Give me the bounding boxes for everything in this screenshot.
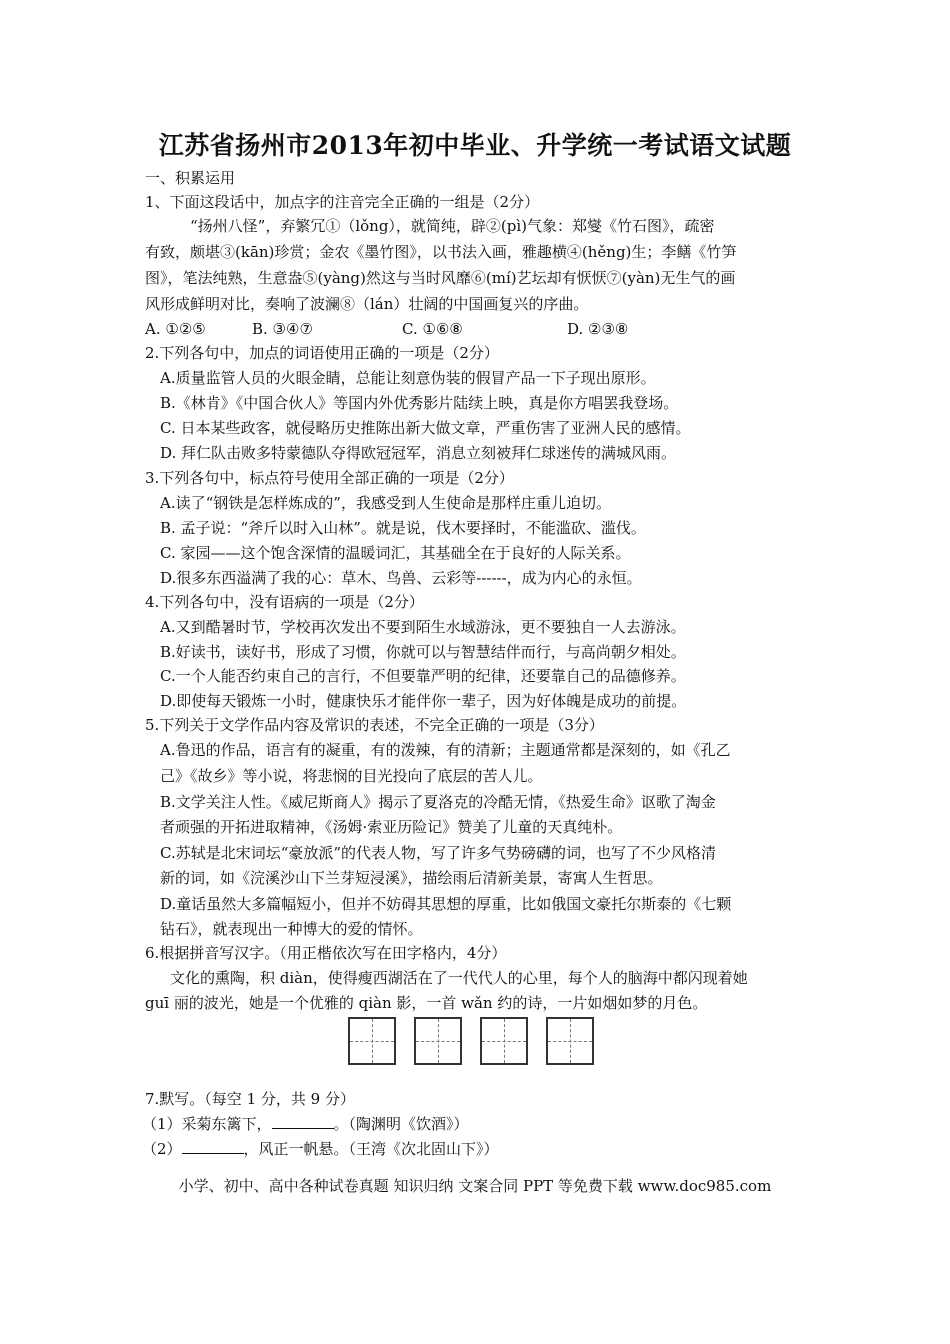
q1-passage-line: 风形成鲜明对比，奏响了波澜⑧（lán）壮阔的中国画复兴的序曲。: [145, 295, 589, 313]
q1-option: B. ③④⑦: [252, 320, 313, 338]
tian-grid-box[interactable]: [480, 1017, 528, 1065]
q1-option: C. ①⑥⑧: [402, 320, 463, 338]
q7-item-1-suffix: 。（陶渊明《饮酒》）: [333, 1115, 469, 1133]
q3-stem: 3.下列各句中，标点符号使用全部正确的一项是（2分）: [145, 469, 514, 487]
q7-item-2: [142, 1139, 499, 1159]
q1-stem: 1、下面这段话中，加点字的注音完全正确的一组是（2分）: [145, 193, 540, 211]
q5-line: D.童话虽然大多篇幅短小，但并不妨碍其思想的厚重，比如俄国文豪托尔斯泰的《七颗: [160, 895, 732, 913]
tian-grid-box[interactable]: [414, 1017, 462, 1065]
tian-grid-box[interactable]: [546, 1017, 594, 1065]
page-footer: 小学、初中、高中各种试卷真题 知识归纳 文案合同 PPT 等免费下载 www.doc985.com: [178, 1177, 772, 1195]
q7-item-2-prefix: （2）: [142, 1140, 182, 1158]
q1-passage-line: 图》，笔法纯熟，生意盎⑤(yàng)然这与当时风靡⑥(mí)艺坛却有恹恹⑦(yàn)无生气的画: [145, 269, 736, 287]
q4-option: A.又到酷暑时节，学校再次发出不要到陌生水域游泳，更不要独自一人去游泳。: [160, 618, 686, 636]
page-title: 江苏省扬州市2013年初中毕业、升学统一考试语文试题: [158, 131, 792, 160]
q2-stem: 2.下列各句中，加点的词语使用正确的一项是（2分）: [145, 344, 499, 362]
section-heading: 一、积累运用: [145, 169, 236, 187]
q1-option: D. ②③⑧: [567, 320, 629, 338]
q2-option: A.质量监管人员的火眼金睛，总能让刻意伪装的假冒产品一下子现出原形。: [160, 369, 656, 387]
q5-line: A.鲁迅的作品，语言有的凝重，有的泼辣，有的清新；主题通常都是深刻的，如《孔乙: [160, 741, 731, 759]
q5-line: 新的词，如《浣溪沙山下兰芽短浸溪》，描绘雨后清新美景，寄寓人生哲思。: [160, 869, 663, 887]
q5-line: 己》《故乡》等小说，将悲悯的目光投向了底层的苦人儿。: [160, 767, 543, 785]
q5-line: 钻石》，就表现出一种博大的爱的情怀。: [160, 920, 423, 938]
q3-option: A.读了“钢铁是怎样炼成的”，我感受到人生使命是那样庄重儿迫切。: [160, 494, 611, 512]
q5-line: C.苏轼是北宋词坛“豪放派”的代表人物，写了许多气势磅礴的词，也写了不少风格清: [160, 844, 717, 862]
q1-option: A. ①②⑤: [145, 320, 206, 338]
q5-line: B.文学关注人性。《威尼斯商人》揭示了夏洛克的冷酷无情，《热爱生命》讴歌了淘金: [160, 793, 716, 811]
q4-option: D.即使每天锻炼一小时，健康快乐才能伴你一辈子，因为好体魄是成功的前提。: [160, 692, 687, 710]
q3-option: B. 孟子说：“斧斤以时入山林”。就是说，伐木要择时，不能滥砍、滥伐。: [160, 519, 646, 537]
q6-line: 文化的熏陶，积 diàn，使得瘦西湖活在了一代代人的心里，每个人的脑海中都闪现着她: [170, 969, 748, 987]
answer-blank[interactable]: [182, 1139, 244, 1154]
q4-option: B.好读书，读好书，形成了习惯，你就可以与智慧结伴而行，与高尚朝夕相处。: [160, 643, 686, 661]
q6-stem: 6.根据拼音写汉字。（用正楷依次写在田字格内，4分）: [145, 944, 507, 962]
q1-passage-line: 有致，颇堪③(kān)珍赏；金农《墨竹图》，以书法入画，雅趣横④(hěng)生；李鳝《竹笋: [145, 243, 737, 261]
q7-item-2-suffix: ，风正一帆悬。（王湾《次北固山下》）: [243, 1140, 499, 1158]
q3-option: D.很多东西溢满了我的心：草木、鸟兽、云彩等------，成为内心的永恒。: [160, 569, 642, 587]
tian-grid-row: [348, 1017, 596, 1067]
q6-line: guī 丽的波光，她是一个优雅的 qiàn 影，一首 wǎn 约的诗，一片如烟如梦的月色。: [145, 994, 708, 1012]
q4-option: C.一个人能否约束自己的言行，不但要靠严明的纪律，还要靠自己的品德修养。: [160, 667, 686, 685]
q7-stem: 7.默写。（每空 1 分，共 9 分）: [145, 1090, 355, 1108]
q4-stem: 4.下列各句中，没有语病的一项是（2分）: [145, 593, 424, 611]
q5-stem: 5.下列关于文学作品内容及常识的表述，不完全正确的一项是（3分）: [145, 716, 604, 734]
q2-option: D. 拜仁队击败多特蒙德队夺得欧冠冠军，消息立刻被拜仁球迷传的满城风雨。: [160, 444, 677, 462]
q2-option: B.《林肯》《中国合伙人》等国内外优秀影片陆续上映，真是你方唱罢我登场。: [160, 394, 679, 412]
q2-option: C. 日本某些政客，就侵略历史推陈出新大做文章，严重伤害了亚洲人民的感情。: [160, 419, 691, 437]
q7-item-1-prefix: （1）采菊东篱下，: [142, 1115, 272, 1133]
q5-line: 者顽强的开拓进取精神，《汤姆·索亚历险记》赞美了儿童的天真纯朴。: [160, 818, 623, 836]
q3-option: C. 家园——这个饱含深情的温暖词汇，其基础全在于良好的人际关系。: [160, 544, 631, 562]
q7-item-1: [142, 1114, 469, 1134]
answer-blank[interactable]: [272, 1114, 334, 1129]
q1-passage-line: “扬州八怪”，弃繁冗①（lǒng），就简纯，辟②(pì)气象：郑燮《竹石图》，疏密: [190, 217, 715, 235]
tian-grid-box[interactable]: [348, 1017, 396, 1065]
